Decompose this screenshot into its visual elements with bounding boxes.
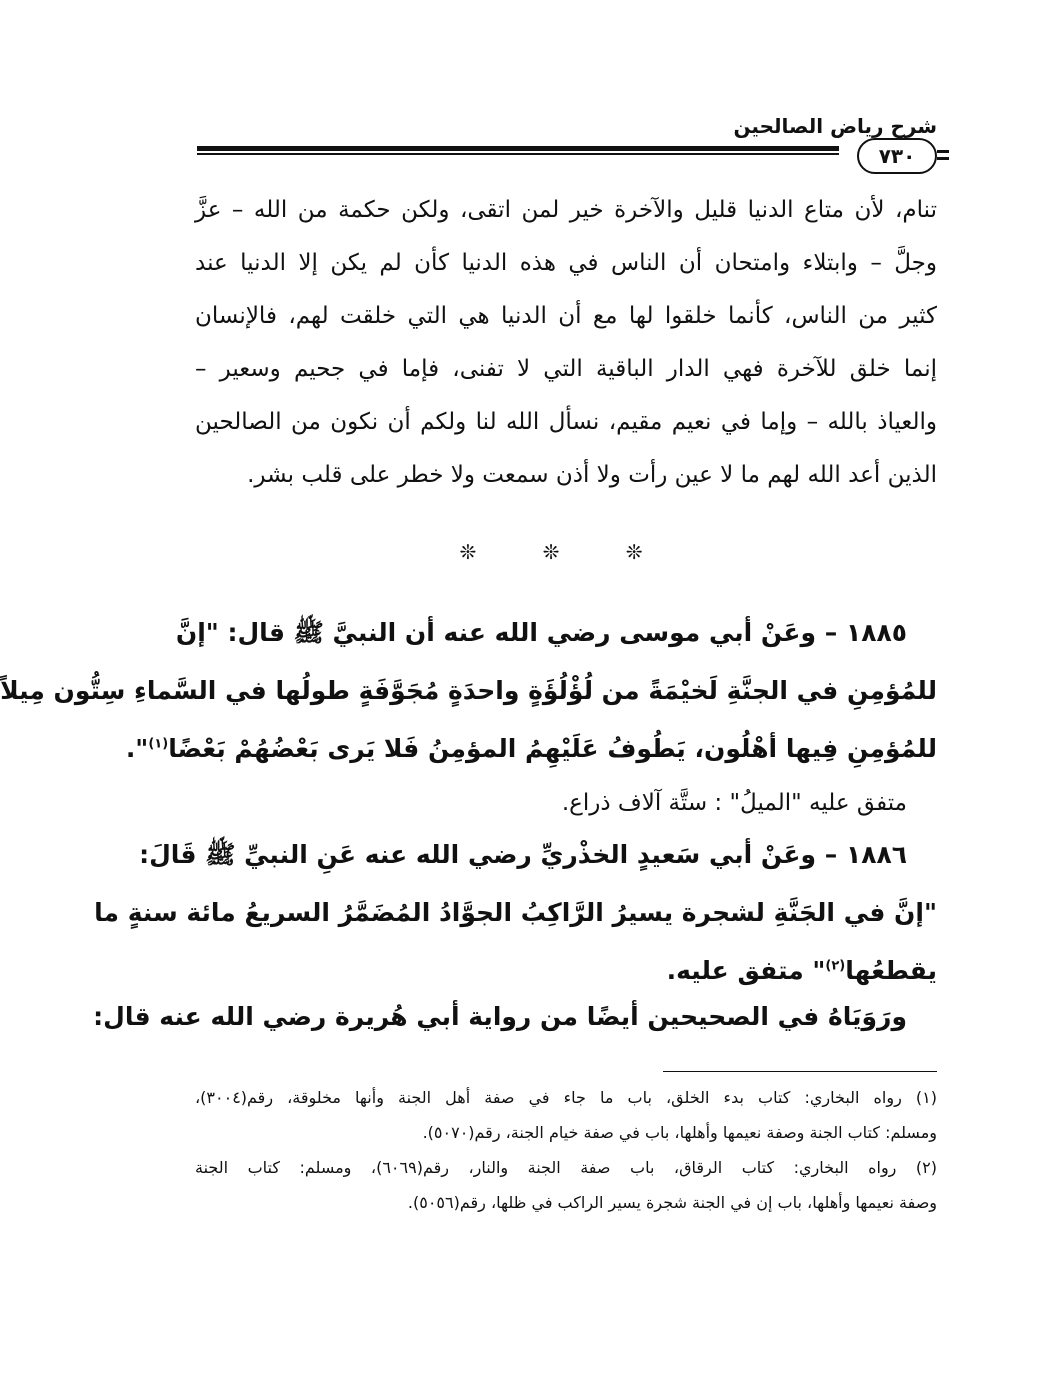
hadith-line: ١٨٨٥ – وعَنْ أبي موسى رضي الله عنه أن النبيَّ ﷺ قال: "إنَّ: [175, 618, 907, 647]
paragraph-line: إنما خلق للآخرة فهي الدار الباقية التي لا تفنى، فإما في جحيم وسعير –: [195, 356, 937, 382]
rawa-line: ورَوَيَاهُ في الصحيحين أيضًا من رواية أبي هُريرة رضي الله عنه قال:: [93, 1002, 907, 1031]
hadith-1886: [94, 826, 937, 1000]
paragraph-line: كثير من الناس، كأنما خلقوا لها مع أن الدنيا هي التي خلقت لهم، فالإنسان: [195, 303, 937, 329]
hadith-quote-close: ".: [125, 734, 149, 763]
page-number-mark: [937, 150, 949, 153]
paragraph-line: والعياذ بالله – وإما في نعيم مقيم، نسأل الله لنا ولكم أن نكون من الصالحين: [195, 409, 937, 435]
hadith-text: يقطعُها: [845, 956, 937, 985]
hadith-line: "إنَّ في الجَنَّةِ لشجرة يسيرُ الرَّاكِبُ الجوَّادُ المُضَمَّرُ السريعُ مائة سنةٍ ما: [94, 898, 937, 927]
hadith-text: " متفق عليه.: [666, 956, 826, 985]
footnote-ref: (١): [148, 736, 169, 752]
page-number: ٧٣٠: [857, 138, 937, 174]
paragraph-line: تنام، لأن متاع الدنيا قليل والآخرة خير لمن اتقى، ولكن حكمة من الله – عزَّ: [195, 197, 937, 223]
hadith-line: [125, 720, 937, 778]
paragraph-line: وجلَّ – وابتلاء وامتحان أن الناس في هذه الدنيا كأن لم يكن إلا الدنيا عند: [195, 250, 937, 276]
footnote-line: (٢) رواه البخاري: كتاب الرقاق، باب صفة الجنة والنار، رقم(٦٠٦٩)، ومسلم: كتاب الجنة: [195, 1158, 938, 1177]
footnotes: [195, 1080, 937, 1220]
footnote-line: (١) رواه البخاري: كتاب بدء الخلق، باب ما جاء في صفة أهل الجنة وأنها مخلوقة، رقم(٣٠٠٤)،: [195, 1088, 937, 1107]
running-header-title: شرح رياض الصالحين: [733, 114, 937, 138]
page-number-block: [839, 138, 951, 174]
header-rule-thick: [197, 146, 937, 151]
mayl-definition: متفق عليه "الميلُ" : ستَّة آلاف ذراع.: [561, 790, 907, 816]
footnote-ref: (٢): [825, 958, 846, 974]
section-separator: ❊ ❊ ❊: [459, 540, 673, 564]
footnote-line: ومسلم: كتاب الجنة وصفة نعيمها وأهلها، باب في صفة خيام الجنة، رقم(٥٠٧٠).: [422, 1123, 937, 1142]
header-rule-thin: [197, 153, 937, 155]
hadith-line: للمُؤمِنِ في الجنَّةِ لَخيْمَةً من لُؤْلُؤَةٍ واحدَةٍ مُجَوَّفَةٍ طولُها في السَّماءِ سِتُّون مِيلاً: [0, 676, 937, 705]
page-number-mark: [937, 157, 949, 160]
paragraph-line: الذين أعد الله لهم ما لا عين رأت ولا أذن سمعت ولا خطر على قلب بشر.: [247, 462, 937, 488]
hadith-1885: [0, 604, 937, 778]
intro-paragraph: [195, 184, 937, 502]
footnote-rule: [663, 1071, 937, 1072]
hadith-text: للمُؤمِنِ فِيها أهْلُون، يَطُوفُ عَلَيْهِمُ المؤمِنُ فَلا يَرى بَعْضُهُمْ بَعْضًا: [168, 734, 937, 763]
footnote-line: وصفة نعيمها وأهلها، باب إن في الجنة شجرة يسير الراكب في ظلها، رقم(٥٠٥٦).: [407, 1193, 937, 1212]
hadith-line: ١٨٨٦ – وعَنْ أبي سَعيدٍ الخذْريِّ رضي الله عنه عَنِ النبيِّ ﷺ قَالَ:: [139, 840, 907, 869]
